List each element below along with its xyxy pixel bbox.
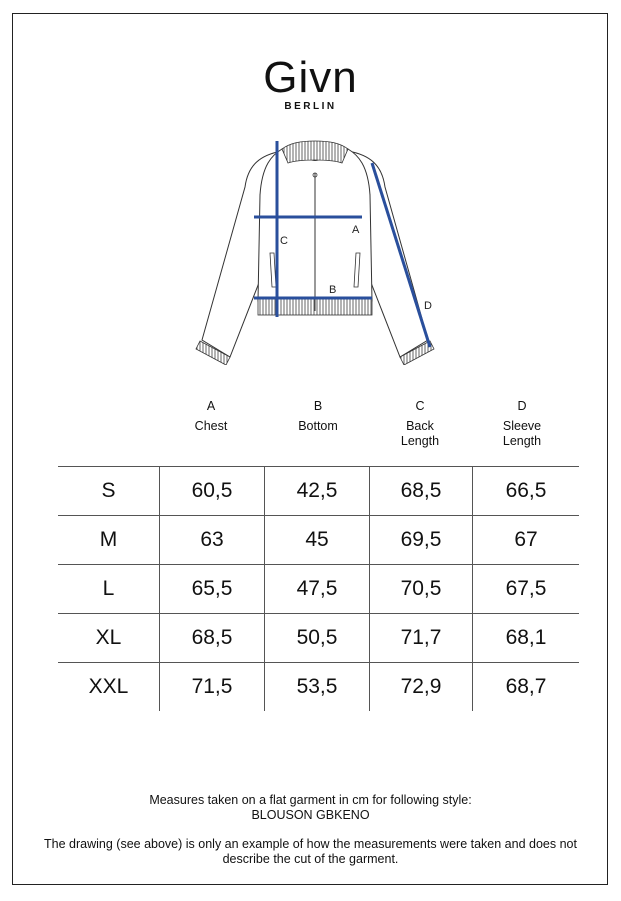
jacket-diagram xyxy=(190,135,440,365)
value-cell: 53,5 xyxy=(265,663,370,712)
note-measures: Measures taken on a flat garment in cm for following style: xyxy=(149,793,472,807)
size-cell: M xyxy=(99,528,118,551)
label-a: A xyxy=(352,224,360,236)
brand-logo: Givn xyxy=(263,53,358,102)
value-cell: 65,5 xyxy=(160,565,265,614)
value-cell: 66,5 xyxy=(473,467,580,516)
column-label: Sleeve Length xyxy=(502,419,542,448)
table-row xyxy=(58,614,579,663)
value-cell: 68,7 xyxy=(473,663,580,712)
value-cell: 47,5 xyxy=(265,565,370,614)
value-cell: 69,5 xyxy=(370,516,473,565)
note-disclaimer: The drawing (see above) is only an example of how the measurements were taken and does not describe the cut of the garment. xyxy=(44,837,577,866)
column-letter: D xyxy=(517,399,527,413)
value-cell: 68,5 xyxy=(370,467,473,516)
value-cell: 42,5 xyxy=(265,467,370,516)
value-cell: 45 xyxy=(265,516,370,565)
table-row xyxy=(58,565,579,614)
column-head-back-length xyxy=(370,399,470,449)
value-cell: 50,5 xyxy=(265,614,370,663)
value-cell: 71,5 xyxy=(160,663,265,712)
size-cell: L xyxy=(102,577,115,600)
column-label: Bottom xyxy=(298,419,338,433)
value-cell: 71,7 xyxy=(370,614,473,663)
table-row xyxy=(58,467,579,516)
value-cell: 67,5 xyxy=(473,565,580,614)
label-c: C xyxy=(280,235,288,247)
label-d: D xyxy=(424,300,432,312)
label-b: B xyxy=(329,284,337,296)
column-letter: C xyxy=(415,399,425,413)
table-row xyxy=(58,663,579,712)
value-cell: 68,1 xyxy=(473,614,580,663)
value-cell: 68,5 xyxy=(160,614,265,663)
size-table xyxy=(58,466,579,711)
value-cell: 60,5 xyxy=(160,467,265,516)
collar xyxy=(282,141,348,163)
brand-city: BERLIN xyxy=(284,101,337,112)
column-head-chest xyxy=(161,399,261,434)
value-cell: 67 xyxy=(473,516,580,565)
table-row xyxy=(58,516,579,565)
note-style-name: BLOUSON GBKENO xyxy=(251,808,370,822)
column-head-bottom xyxy=(268,399,368,434)
value-cell: 72,9 xyxy=(370,663,473,712)
value-cell: 63 xyxy=(160,516,265,565)
size-cell: XXL xyxy=(88,675,129,698)
column-letter: A xyxy=(206,399,216,413)
column-letter: B xyxy=(313,399,323,413)
value-cell: 70,5 xyxy=(370,565,473,614)
size-cell: XL xyxy=(95,626,122,649)
column-label: Back Length xyxy=(400,419,440,448)
column-label: Chest xyxy=(194,419,228,433)
column-head-sleeve-length xyxy=(472,399,572,449)
size-cell: S xyxy=(101,479,116,502)
